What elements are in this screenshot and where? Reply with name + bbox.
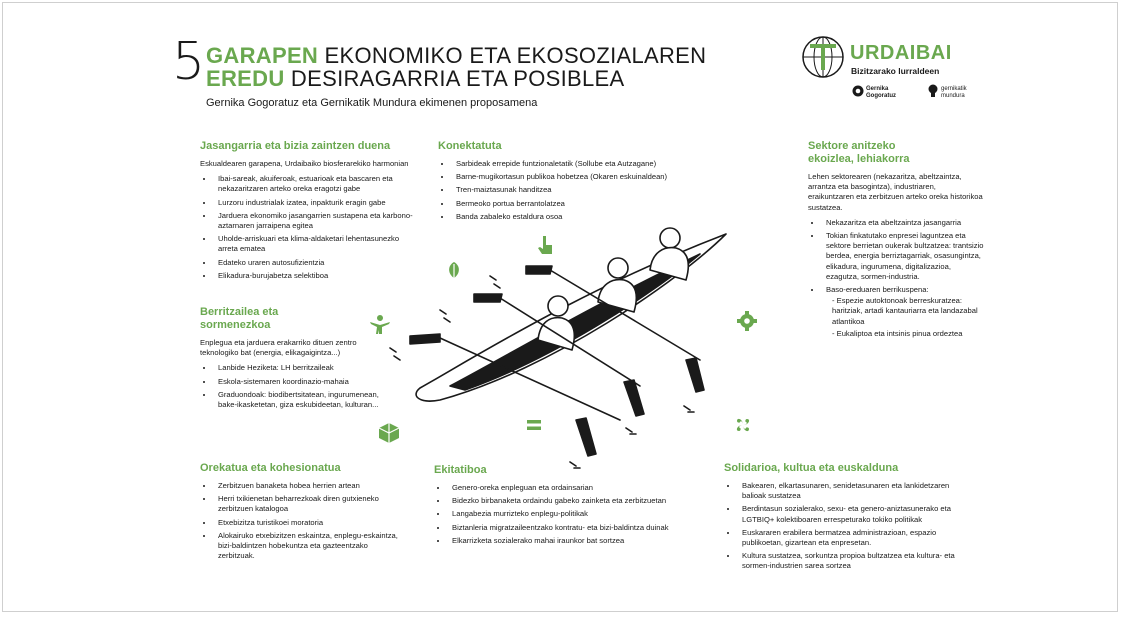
list-item: • Langabezia murrizteko enplegu-politikak: [448, 509, 716, 519]
section-title: Konektatuta: [438, 140, 502, 152]
list-item: • Tokian finkatutako enpresei laguntzea eta sektore berrietan oukerak bultzatzea: trantsizio berdea, energia berriztagarriak, osasungintza, elikadura, ingurumena, digitalizazioa, ezagutza, sormen-industria.: [822, 231, 984, 282]
section-berritzailea: [200, 306, 386, 413]
section-title-line-1: Sektore anitzeko: [808, 140, 896, 152]
list-item: • Elkarrizketa sozialerako mahai iraunkor bat sortzea: [448, 536, 716, 546]
partner-gernika-gogoratuz: Gernika Gogoratuz: [866, 86, 896, 99]
subtitle: Gernika Gogoratuz eta Gernikatik Mundura ekimenen proposamena: [206, 97, 538, 109]
sub-list-item: - Eukaliptoa eta intsinis pinua ordeztea: [832, 328, 963, 338]
section-title-line-2: sormenezkoa: [200, 319, 271, 331]
urdaibai-logo: [800, 34, 990, 104]
gernikatik-mundura-icon: [928, 84, 938, 98]
list-item-text: Baso-ereduaren berrikuspena:: [826, 285, 929, 295]
section-intro: Lehen sektorearen (nekazaritza, abeltzaintza, arrantza eta basogintza), industriaren, eraikuntzaren eta zerbitzuen arteko oreka historikoa sustatzea.: [808, 172, 983, 212]
title-highlight-2: EREDU: [206, 66, 285, 91]
section-number: 5: [172, 32, 206, 92]
section-intro: Enplegua eta jarduera erakarriko dituen zentro teknologiko bat (energia, elikagaigintza...): [200, 338, 357, 358]
sub-item-list: [826, 296, 984, 339]
item-list: [808, 218, 984, 339]
title-line-2: [206, 67, 624, 91]
section-solidarioa: [724, 462, 964, 575]
list-item: • Tren-maiztasunak handitzea: [452, 185, 738, 195]
section-title: [200, 306, 386, 332]
list-item: • Uholde-arriskuari eta klima-aldaketari lehentasunezko arreta ematea: [214, 234, 420, 254]
section-title: Jasangarria eta bizia zaintzen duena: [200, 140, 391, 152]
list-item: • Zerbitzuen banaketa hobea herrien artean: [214, 481, 400, 491]
section-ekitatiboa: [434, 464, 716, 549]
section-title: Orekatua eta kohesionatua: [200, 462, 341, 474]
list-item: • Graduondoak: biodibertsitatean, ingurumenean, bake-ikasketetan, giza eskubideetan, kulturan...: [214, 390, 386, 410]
list-item: • Alokairuko etxebizitzen eskaintza, enplegu-eskaintza, bizi-baldintzen hobekuntza eta gazteentzako zerbitzuak.: [214, 531, 400, 562]
list-item: • Kultura sustatzea, sorkuntza propioa bultzatzea eta kultura- eta sormen-industrien sarea sortzea: [738, 551, 964, 571]
item-list: [200, 481, 400, 561]
section-sektore-anitzeko: [808, 140, 984, 342]
kayak-illustration: [380, 210, 740, 470]
section-orekatua: [200, 462, 400, 564]
list-item: • Lanbide Heziketa: LH berritzaileak: [214, 363, 386, 373]
sub-list-item: - Espezie autoktonoak berreskuratzea: haritziak, artadi kantauriarra eta landazabal atlantikoa: [832, 296, 978, 326]
brand-tagline: Bizitzarako lurraldeen: [851, 66, 940, 76]
list-item: • Ibai-sareak, akuiferoak, estuarioak eta bascaren eta nekazaritzaren arteko oreka eragotzi gabe: [214, 174, 420, 194]
title-line-1: [206, 44, 706, 68]
gernika-gogoratuz-icon: [852, 85, 864, 97]
list-item: • Biztanleria migratzaileentzako kontratu- eta bizi-baldintza duinak: [448, 523, 716, 533]
brand-name: URDAIBAI: [850, 42, 952, 64]
list-item: • Herri txikienetan beharrezkoak diren gutxieneko zerbitzuen katalogoa: [214, 494, 400, 514]
list-item: • Euskararen erabilera bermatzea administrazioan, espazio publikoetan, gizartean eta enpresetan.: [738, 528, 964, 548]
list-item: • Bermeoko portua berrantolatzea: [452, 199, 738, 209]
list-item: • Elikadura-burujabetza selektiboa: [214, 271, 420, 281]
list-item: • Bakearen, elkartasunaren, senidetasunaren eta lankidetzaren balioak sustatzea: [738, 481, 964, 501]
globe-icon: [800, 34, 846, 80]
list-item: • Lurzoru industrialak izatea, inpakturik eragin gabe: [214, 198, 420, 208]
list-item: • Barne-mugikortasun publikoa hobetzea (Okaren eskuinaldean): [452, 172, 738, 182]
list-item: • Eskola-sistemaren koordinazio-mahaia: [214, 377, 386, 387]
title-rest-2: DESIRAGARRIA ETA POSIBLEA: [284, 66, 625, 91]
list-item: • Edateko uraren autosufizientzia: [214, 258, 420, 268]
list-item: • Nekazaritza eta abeltzaintza jasangarria: [822, 218, 984, 228]
list-item: • Banda zabaleko estaldura osoa: [452, 212, 738, 222]
section-title-line-1: Berritzailea eta: [200, 306, 279, 318]
section-title: Solidarioa, kultua eta euskalduna: [724, 462, 899, 474]
list-item: [822, 285, 984, 339]
partner-gernikatik-mundura: gernikatik mundura: [941, 86, 967, 99]
list-item: • Genero-oreka enpleguan eta ordainsarian: [448, 483, 716, 493]
title-highlight-1: GARAPEN: [206, 43, 319, 68]
section-title-line-2: ekoizlea, lehiakorra: [808, 153, 910, 165]
title-rest-1: EKONOMIKO ETA EKOSOZIALAREN: [318, 43, 707, 68]
list-item: • Berdintasun sozialerako, sexu- eta genero-aniztasunerako eta LGTBIQ+ kolektiboaren errespeturako tokiko politikak: [738, 504, 964, 524]
item-list: [724, 481, 964, 572]
list-item: • Bidezko birbanaketa ordaindu gabeko zainketa eta zerbitzuetan: [448, 496, 716, 506]
section-intro: Eskualdearen garapena, Urdaibaiko biosferarekiko harmonian: [200, 159, 409, 168]
section-title: [808, 140, 984, 166]
list-item: • Jarduera ekonomiko jasangarrien sustapena eta karbono-aztarnaren jarraipena egitea: [214, 211, 420, 231]
item-list: [200, 363, 386, 410]
item-list: [434, 483, 716, 546]
list-item: • Etxebizitza turistikoei moratoria: [214, 518, 400, 528]
section-title: Ekitatiboa: [434, 464, 487, 476]
list-item: • Sarbideak errepide funtzionaletatik (Sollube eta Autzagane): [452, 159, 738, 169]
